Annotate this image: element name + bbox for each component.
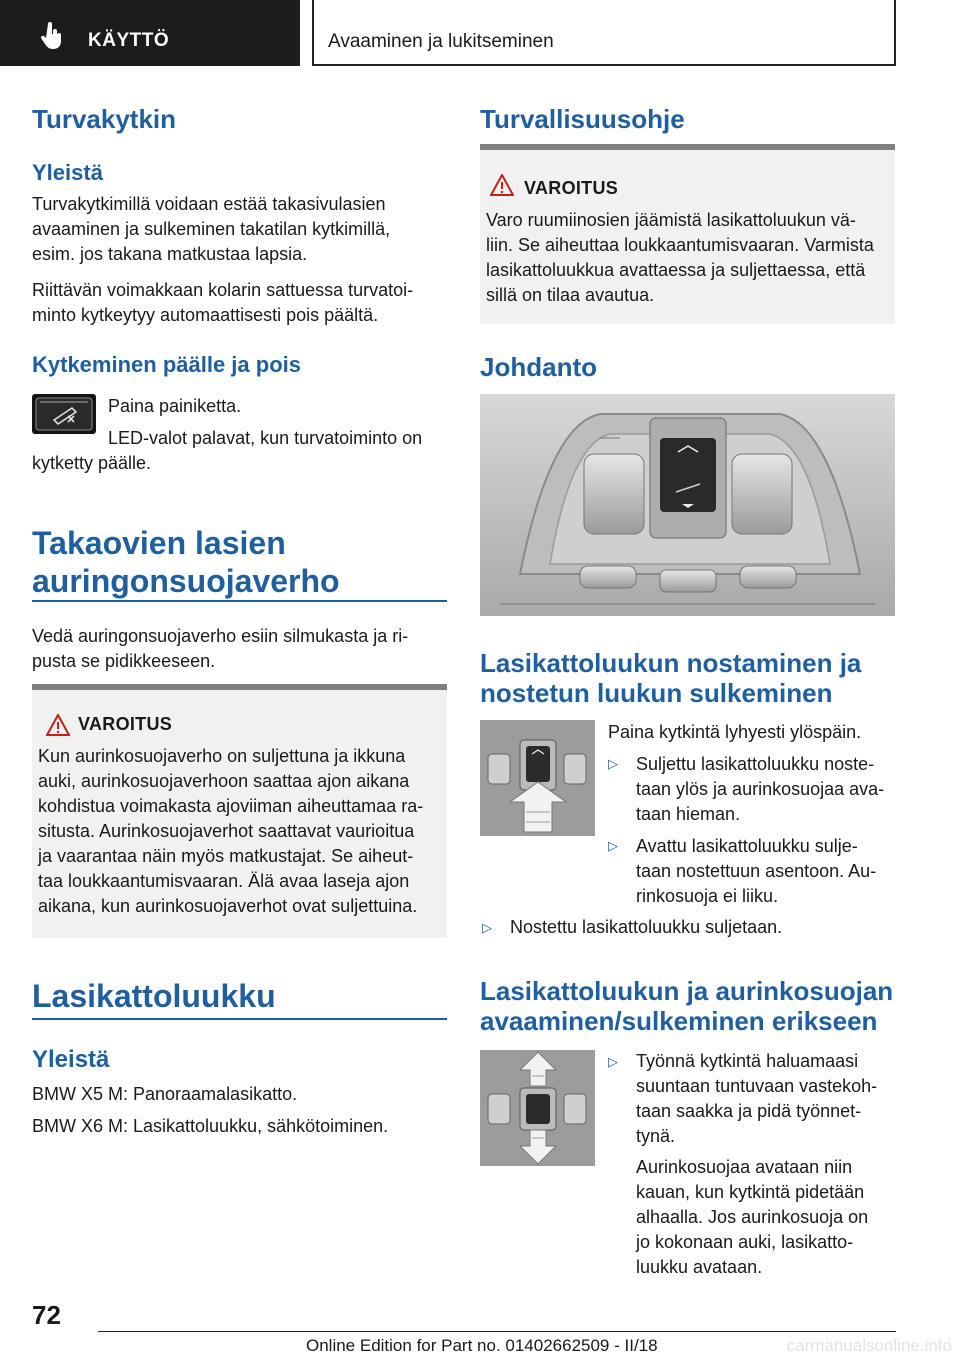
nost-bullet-3: Nostettu lasikattoluukku suljetaan. <box>510 917 783 937</box>
warning-icon <box>46 714 70 736</box>
text-line: taan hieman. <box>636 804 741 824</box>
text-line: taan ylös ja aurinkosuojaa ava- <box>636 779 885 799</box>
warning-box-left <box>32 684 447 938</box>
turvakytkin-heading: Turvakytkin <box>32 104 177 134</box>
hand-pointer-icon <box>40 22 64 50</box>
kytk-paragraph-2a: LED-valot palavat, kun turvatoiminto on <box>108 428 423 448</box>
nostaminen-heading <box>480 648 861 708</box>
text-line: taa loukkaantumisvaaran. Älä avaa laseja ajon <box>38 871 410 891</box>
text-line: Vedä auringonsuojaverho esiin silmukasta ja ri- <box>32 626 409 646</box>
warning-icon <box>490 174 514 196</box>
erikseen-heading <box>480 976 893 1036</box>
text-line: alhaalla. Jos aurinkosuoja on <box>636 1207 869 1227</box>
text-line: liin. Se aiheuttaa loukkaantumisvaaran. Varmista <box>486 235 874 255</box>
nost-bullet-1 <box>636 752 884 827</box>
warning-title: VAROITUS <box>524 178 619 198</box>
text-line: Turvakytkimillä voidaan estää takasivulasien <box>32 194 386 214</box>
text-line: kauan, kun kytkintä pidetään <box>636 1182 865 1202</box>
yleista2-line-1: BMW X5 M: Panoraamalasikatto. <box>32 1084 298 1104</box>
kytkeminen-heading: Kytkeminen päälle ja pois <box>32 352 301 377</box>
erik-bullet-1 <box>636 1049 877 1149</box>
text-line: ja vaarantaa näin myös matkustajat. Se aiheut- <box>38 846 414 866</box>
yleista-paragraph-2 <box>32 278 452 328</box>
section-tab <box>0 0 300 66</box>
section-rule <box>32 1018 447 1020</box>
safety-switch-image <box>32 394 96 434</box>
yleista-heading: Yleistä <box>32 160 103 185</box>
heading-line: Takaovien lasien <box>32 525 286 561</box>
nost-paragraph: Paina kytkintä lyhyesti ylöspäin. <box>608 722 862 742</box>
heading-line: Lasikattoluukun ja aurinkosuojan <box>480 976 894 1006</box>
yleista2-heading: Yleistä <box>32 1046 110 1073</box>
heading-line: avaaminen/sulkeminen erikseen <box>480 1006 878 1036</box>
text-line: minto kytkeytyy automaattisesti pois päältä. <box>32 305 379 325</box>
bullet-triangle-icon: ▷ <box>608 1054 618 1069</box>
bullet-triangle-icon: ▷ <box>482 920 492 935</box>
text-line: auki, aurinkosuojaverhoon saattaa ajon aikana <box>38 771 410 791</box>
bullet-triangle-icon: ▷ <box>608 756 618 771</box>
nost-bullet-2 <box>636 834 876 909</box>
text-line: pusta se pidikkeeseen. <box>32 651 216 671</box>
text-line: Varo ruumiinosien jäämistä lasikattoluukun vä- <box>486 210 856 230</box>
text-line: taan nostettuun asentoon. Au- <box>636 861 877 881</box>
text-line: tynä. <box>636 1126 676 1146</box>
warning-text <box>486 208 891 308</box>
roof-console-photo <box>480 394 895 616</box>
text-line: situsta. Aurinkosuojaverhot saattavat vaurioitua <box>38 821 415 841</box>
yleista-paragraph-1 <box>32 192 452 267</box>
text-line: rinkosuoja ei liiku. <box>636 886 779 906</box>
kytk-paragraph-1: Paina painiketta. <box>108 396 242 416</box>
text-line: sillä on tilaa avautua. <box>486 285 655 305</box>
page-number: 72 <box>32 1300 61 1330</box>
watermark-text: carmanualsonline.info <box>786 1336 952 1355</box>
text-line: lasikattoluukkua avattaessa ja suljettaessa, että <box>486 260 866 280</box>
text-line: Kun aurinkosuojaverho on suljettuna ja ikkuna <box>38 746 406 766</box>
text-line: Avattu lasikattoluukku sulje- <box>636 836 858 856</box>
text-line: Riittävän voimakkaan kolarin sattuessa turvatoi- <box>32 280 414 300</box>
text-line: Työnnä kytkintä haluamaasi <box>636 1051 859 1071</box>
erik-paragraph <box>636 1155 868 1280</box>
heading-line: auringonsuojaverho <box>32 563 340 599</box>
turvallisuus-heading: Turvallisuusohje <box>480 104 685 134</box>
section-rule <box>32 600 447 602</box>
footer-rule <box>98 1331 896 1332</box>
heading-line: nostetun luukun sulkeminen <box>480 678 833 708</box>
text-line: suuntaan tuntuvaan vastekoh- <box>636 1076 878 1096</box>
warning-text <box>38 744 443 919</box>
text-line: aikana, kun aurinkosuojaverhot ovat suljettuina. <box>38 896 418 916</box>
text-line: avaaminen ja sulkeminen takatilan kytkimillä, <box>32 219 391 239</box>
text-line: kohdistua voimakasta ajoviiman aiheuttamaa ra- <box>38 796 424 816</box>
text-line: taan saakka ja pidä työnnet- <box>636 1101 862 1121</box>
switch-updown-photo <box>480 1050 595 1166</box>
section-label: KÄYTTÖ <box>88 30 170 51</box>
warning-title: VAROITUS <box>78 714 173 734</box>
yleista2-line-2: BMW X6 M: Lasikattoluukku, sähkötoiminen. <box>32 1116 389 1136</box>
lasikatto-heading: Lasikattoluukku <box>32 978 276 1014</box>
chapter-header <box>312 0 896 66</box>
warning-box-right <box>480 144 895 324</box>
text-line: luukku avataan. <box>636 1257 763 1277</box>
johdanto-heading: Johdanto <box>480 352 597 382</box>
heading-line: Lasikattoluukun nostaminen ja <box>480 648 862 678</box>
bullet-triangle-icon: ▷ <box>608 838 618 853</box>
chapter-title: Avaaminen ja lukitseminen <box>328 31 554 52</box>
kytk-paragraph-2b: kytketty päälle. <box>32 453 152 473</box>
text-line: jo kokonaan auki, lasikatto- <box>636 1232 854 1252</box>
switch-up-photo <box>480 720 595 836</box>
takaovien-heading <box>32 524 340 600</box>
text-line: esim. jos takana matkustaa lapsia. <box>32 244 308 264</box>
text-line: Suljettu lasikattoluukku noste- <box>636 754 875 774</box>
text-line: Aurinkosuojaa avataan niin <box>636 1157 853 1177</box>
edition-text: Online Edition for Part no. 01402662509 - II/18 <box>306 1336 658 1355</box>
takaovien-paragraph <box>32 624 408 674</box>
